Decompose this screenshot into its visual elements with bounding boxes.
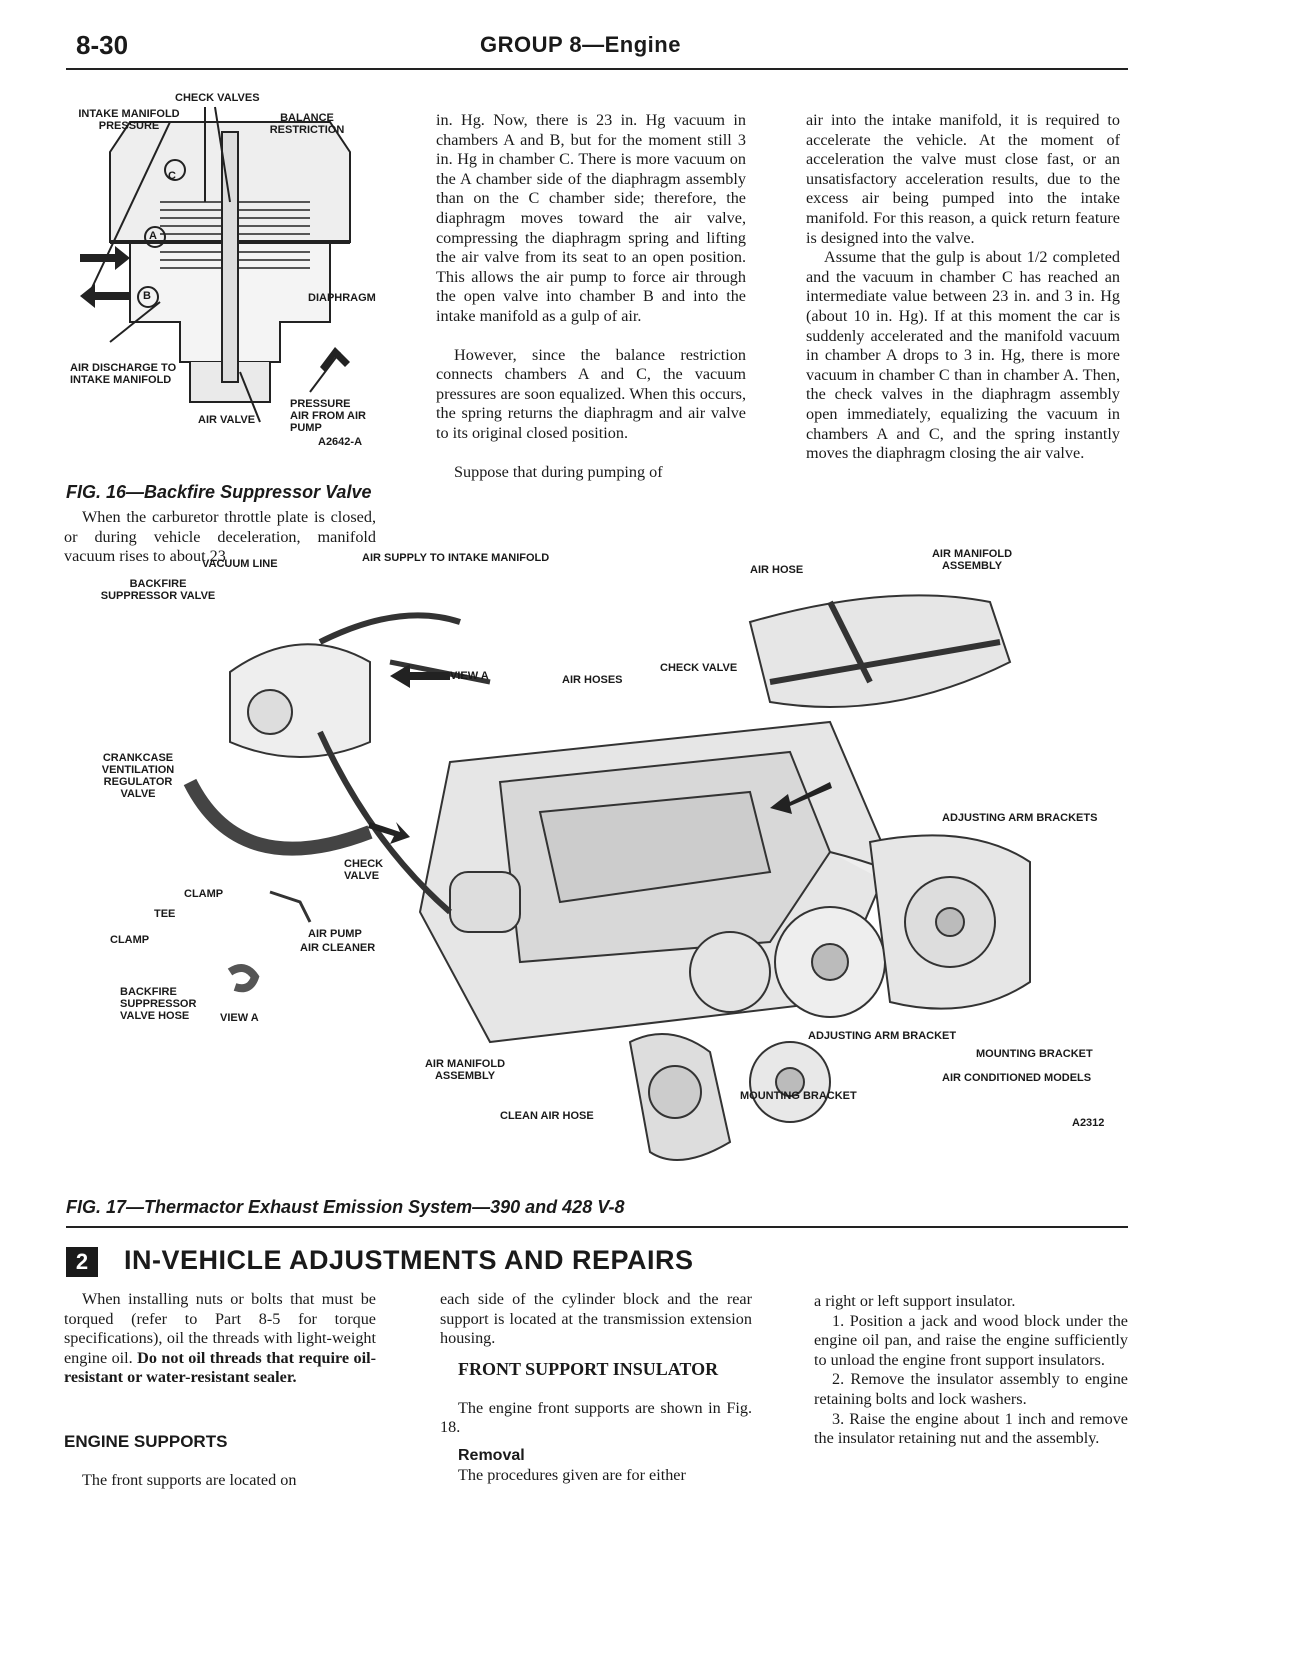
adjusting-arm-brackets-label: ADJUSTING ARM BRACKETS xyxy=(942,812,1098,824)
removal-subheading: Removal xyxy=(458,1446,525,1464)
step-2: 2. Remove the insulator assembly to engine retaining bolts and lock washers. xyxy=(814,1370,1128,1408)
air-manifold-assembly-top-label: AIR MANIFOLD ASSEMBLY xyxy=(931,548,1013,572)
tee-label: TEE xyxy=(154,908,176,920)
header-rule xyxy=(66,68,1128,70)
adjusting-arm-bracket-label: ADJUSTING ARM BRACKET xyxy=(808,1030,957,1042)
section-rule xyxy=(66,1226,1128,1228)
air-manifold-assembly-label: AIR MANIFOLD ASSEMBLY xyxy=(424,1058,506,1082)
paragraph: The engine front supports are shown in Fig. 18. xyxy=(440,1398,752,1437)
check-valve-label: CHECK VALVE xyxy=(344,858,384,882)
figure-17-thermactor-system xyxy=(70,548,1135,1182)
mounting-bracket-label: MOUNTING BRACKET xyxy=(740,1090,857,1102)
paragraph: each side of the cylinder block and the rear support is located at the transmission extension housing. xyxy=(440,1290,752,1348)
air-valve-label: AIR VALVE xyxy=(198,414,256,426)
chamber-a-label: A xyxy=(149,230,157,242)
air-cleaner-label: AIR CLEANER xyxy=(300,942,376,954)
pressure-air-label: PRESSURE AIR FROM AIR PUMP xyxy=(290,398,366,434)
page-header-title: GROUP 8—Engine xyxy=(480,32,681,57)
top-column-2 xyxy=(436,111,746,482)
paragraph-bold-text: Do not oil threads that require oil-resistant or water-resistant sealer. xyxy=(64,1348,376,1387)
figure-17-caption: FIG. 17—Thermactor Exhaust Emission System—390 and 428 V-8 xyxy=(66,1197,625,1217)
bottom-column-3 xyxy=(814,1292,1128,1449)
top-column-3 xyxy=(806,111,1120,464)
step-1: 1. Position a jack and wood block under the engine oil pan, and raise the engine sufficiently to unload the engine front support insulators. xyxy=(814,1311,1128,1369)
clamp-top-label: CLAMP xyxy=(184,888,224,900)
intake-manifold-pressure-label: INTAKE MANIFOLD PRESSURE xyxy=(78,108,180,132)
chamber-b-label: B xyxy=(143,290,151,302)
check-valves-label: CHECK VALVES xyxy=(175,92,260,104)
section-number-badge: 2 xyxy=(66,1247,98,1277)
thermactor-engine-drawing xyxy=(70,582,1135,1182)
clean-air-hose-label: CLEAN AIR HOSE xyxy=(500,1110,594,1122)
paragraph: The front supports are located on xyxy=(82,1470,297,1489)
paragraph xyxy=(64,1290,376,1388)
paragraph: Suppose that during pumping of xyxy=(454,462,663,481)
diaphragm-label: DIAPHRAGM xyxy=(308,292,376,304)
view-a-label: VIEW A xyxy=(220,1012,259,1024)
step-3: 3. Raise the engine about 1 inch and remove the insulator retaining nut and the assembly. xyxy=(814,1409,1128,1448)
figure-16-caption: FIG. 16—Backfire Suppressor Valve xyxy=(66,482,372,502)
bottom-column-2 xyxy=(440,1290,752,1485)
air-discharge-label: AIR DISCHARGE TO INTAKE MANIFOLD xyxy=(70,362,177,386)
paragraph: in. Hg. Now, there is 23 in. Hg vacuum in chambers A and B, but for the moment still 3 in. Hg in chamber C. There is more vacuum on the A chamber side of the diaphragm assembly than on the C chamber side; therefore, the diaphragm moves toward the air valve, compressing the diaphragm spring and lifting the air valve from its seat to an open position. This allows the air pump to force air through the open valve into chamber B and into the intake manifold as a gulp of air. xyxy=(436,111,746,325)
check-valve-top-label: CHECK VALVE xyxy=(660,662,738,674)
section-title: IN-VEHICLE ADJUSTMENTS AND REPAIRS xyxy=(124,1245,694,1275)
paragraph: The procedures given are for either xyxy=(458,1465,686,1484)
bottom-column-1 xyxy=(64,1290,376,1490)
figure-16-backfire-suppressor-valve xyxy=(70,92,390,472)
front-support-insulator-heading: FRONT SUPPORT INSULATOR xyxy=(458,1358,719,1379)
crankcase-ventilation-label: CRANKCASE VENTILATION REGULATOR VALVE xyxy=(101,752,175,800)
paragraph: air into the intake manifold, it is required to accelerate the vehicle. At the moment of acceleration the valve must close fast, or an unsatisfactory acceleration results, due to the excess air being pumped into the intake manifold. For this reason, a quick return feature is designed into the valve. xyxy=(806,111,1120,247)
figure-17-code: A2312 xyxy=(1072,1117,1105,1129)
paragraph: a right or left support insulator. xyxy=(814,1292,1016,1310)
paragraph: When the carburetor throttle plate is closed, or during vehicle deceleration, manifold vacuum rises to about 23 xyxy=(64,508,376,566)
air-hose-label: AIR HOSE xyxy=(750,564,804,576)
air-conditioned-models-label: AIR CONDITIONED MODELS xyxy=(942,1072,1092,1084)
chamber-c-label: C xyxy=(168,170,176,182)
page-number: 8-30 xyxy=(76,30,129,60)
air-pump-label: AIR PUMP xyxy=(308,928,362,940)
engine-supports-heading: ENGINE SUPPORTS xyxy=(64,1431,228,1451)
paragraph-text: When installing nuts or bolts that must be torqued (refer to Part 8-5 for torque specifications), oil the threads with light-weight engine oil. xyxy=(64,1290,376,1367)
backfire-hose-label: BACKFIRE SUPPRESSOR VALVE HOSE xyxy=(120,986,197,1022)
view-a-arrow-label: VIEW A xyxy=(450,670,489,682)
mounting-bracket-right-label: MOUNTING BRACKET xyxy=(976,1048,1093,1060)
paragraph: Assume that the gulp is about 1/2 completed and the vacuum in chamber C has reached an intermediate value between 23 in. and 3 in. Hg (about 10 in. Hg). If at this moment the car is suddenly accelerated and the manifold vacuum in chamber A drops to 3 in. Hg, there is more vacuum in chamber C than in chamber A. Then, the check valves in the diaphragm assembly open immediately, equalizing the vacuum in chambers A and C, and the spring instantly moves the diaphragm closing the air valve. xyxy=(806,248,1120,463)
air-hoses-label: AIR HOSES xyxy=(562,674,623,686)
vacuum-line-label: VACUUM LINE xyxy=(202,558,278,570)
backfire-suppressor-valve-label: BACKFIRE SUPPRESSOR VALVE xyxy=(100,578,216,602)
paragraph: However, since the balance restriction connects chambers A and C, the vacuum pressures are soon equalized. When this occurs, the spring returns the diaphragm and air valve to its original closed position. xyxy=(436,345,746,442)
air-supply-label: AIR SUPPLY TO INTAKE MANIFOLD xyxy=(362,552,550,564)
clamp-label: CLAMP xyxy=(110,934,150,946)
figure-16-code: A2642-A xyxy=(318,436,363,448)
balance-restriction-label: BALANCE RESTRICTION xyxy=(269,112,345,136)
